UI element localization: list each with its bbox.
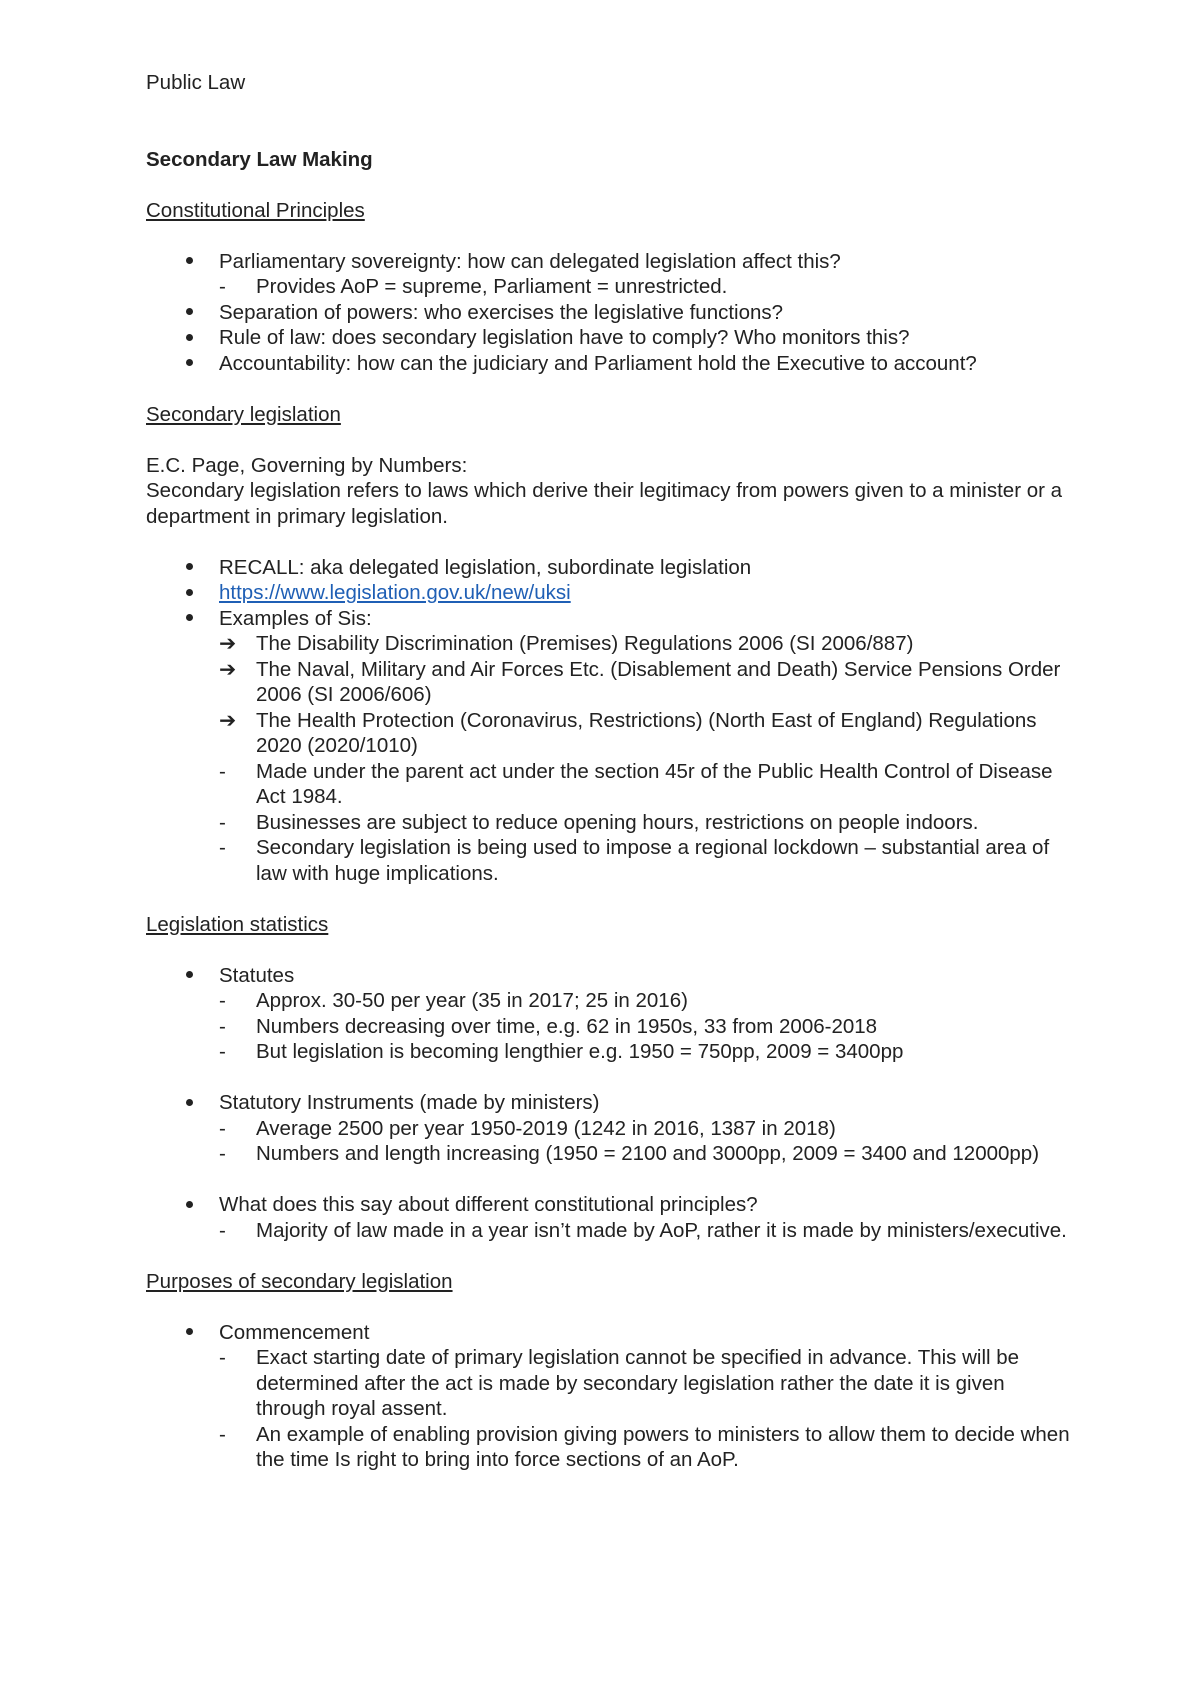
dash-marker: -	[219, 1218, 226, 1242]
bullet-item: Accountability: how can the judiciary and Parliament hold the Executive to account?	[146, 351, 1076, 377]
bullet-item: Examples of Sis:	[146, 606, 1076, 632]
section-heading-purposes: Purposes of secondary legislation	[146, 1269, 453, 1293]
bullet-item: Statutory Instruments (made by ministers)	[146, 1090, 1076, 1116]
bullet-dot-icon	[183, 1090, 195, 1116]
dash-item: - An example of enabling provision giving powers to ministers to allow them to decide when the time Is right to bring into force sections of an AoP.	[219, 1422, 1070, 1471]
dash-marker: -	[219, 1422, 226, 1446]
dash-item: - Provides AoP = supreme, Parliament = unrestricted.	[219, 275, 728, 298]
legislation-link[interactable]: https://www.legislation.gov.uk/new/uksi	[219, 581, 571, 604]
bullet-item	[146, 580, 1076, 606]
dash-item: - Approx. 30-50 per year (35 in 2017; 25 in 2016)	[219, 989, 688, 1012]
dash-item: - Made under the parent act under the section 45r of the Public Health Control of Disease Act 1984.	[219, 759, 1053, 808]
quote-paragraph: Secondary legislation refers to laws which derive their legitimacy from powers given to a minister or a department in primary legislation.	[146, 479, 1063, 528]
dash-item: - Majority of law made in a year isn’t made by AoP, rather it is made by ministers/executive.	[219, 1218, 1067, 1242]
dash-item: - Exact starting date of primary legislation cannot be specified in advance. This will be determined after the act is made by secondary legislation rather the date it is given through royal assent.	[219, 1346, 1020, 1420]
bullet-dot-icon	[183, 555, 195, 581]
section-heading-secondary-legislation: Secondary legislation	[146, 402, 341, 426]
dash-marker: -	[219, 275, 226, 298]
dash-marker: -	[219, 1346, 226, 1369]
dash-marker: -	[219, 836, 226, 859]
bullet-item: Parliamentary sovereignty: how can delegated legislation affect this?	[146, 249, 1076, 275]
dash-item: - Numbers and length increasing (1950 = 2100 and 3000pp, 2009 = 3400 and 12000pp)	[219, 1142, 1040, 1165]
dash-marker: -	[219, 1040, 226, 1063]
section-heading-constitutional-principles: Constitutional Principles	[146, 198, 365, 222]
dash-item: - Businesses are subject to reduce opening hours, restrictions on people indoors.	[219, 810, 979, 834]
section-heading-legislation-statistics: Legislation statistics	[146, 912, 329, 936]
arrow-right-icon: ➔	[219, 657, 237, 681]
dash-marker: -	[219, 1116, 226, 1140]
bullet-dot-icon	[183, 580, 195, 606]
bullet-dot-icon	[183, 963, 195, 989]
bullet-dot-icon	[183, 606, 195, 632]
dash-marker: -	[219, 1014, 226, 1038]
dash-item: - Secondary legislation is being used to impose a regional lockdown – substantial area of law with huge implications.	[219, 836, 1050, 885]
bullet-item: RECALL: aka delegated legislation, subordinate legislation	[146, 555, 1076, 581]
arrow-item: ➔ The Naval, Military and Air Forces Etc. (Disablement and Death) Service Pensions Order 2006 (SI 2006/606)	[219, 657, 1061, 706]
bullet-item: Rule of law: does secondary legislation have to comply? Who monitors this?	[146, 325, 1076, 351]
dash-marker: -	[219, 810, 226, 834]
dash-item: - But legislation is becoming lengthier e.g. 1950 = 750pp, 2009 = 3400pp	[219, 1040, 904, 1063]
bullet-dot-icon	[183, 1192, 195, 1218]
bullet-dot-icon	[183, 351, 195, 377]
bullet-dot-icon	[183, 325, 195, 351]
bullet-dot-icon	[183, 249, 195, 275]
arrow-right-icon: ➔	[219, 708, 237, 732]
bullet-item: Separation of powers: who exercises the legislative functions?	[146, 300, 1076, 326]
document-title: Secondary Law Making	[146, 147, 373, 171]
citation: E.C. Page, Governing by Numbers:	[146, 453, 468, 477]
page-header: Public Law	[146, 71, 246, 94]
dash-marker: -	[219, 989, 226, 1012]
document-body	[146, 70, 1076, 1473]
bullet-dot-icon	[183, 1320, 195, 1346]
bullet-item: Commencement	[146, 1320, 1076, 1346]
bullet-item: Statutes	[146, 963, 1076, 989]
dash-marker: -	[219, 759, 226, 783]
arrow-right-icon: ➔	[219, 632, 237, 655]
arrow-item: ➔ The Health Protection (Coronavirus, Restrictions) (North East of England) Regulations 2020 (2020/1010)	[219, 708, 1037, 757]
dash-marker: -	[219, 1142, 226, 1165]
bullet-dot-icon	[183, 300, 195, 326]
arrow-item: ➔ The Disability Discrimination (Premises) Regulations 2006 (SI 2006/887)	[219, 632, 914, 655]
dash-item: - Average 2500 per year 1950-2019 (1242 in 2016, 1387 in 2018)	[219, 1116, 836, 1140]
dash-item: - Numbers decreasing over time, e.g. 62 in 1950s, 33 from 2006-2018	[219, 1014, 878, 1038]
bullet-item: What does this say about different constitutional principles?	[146, 1192, 1076, 1218]
